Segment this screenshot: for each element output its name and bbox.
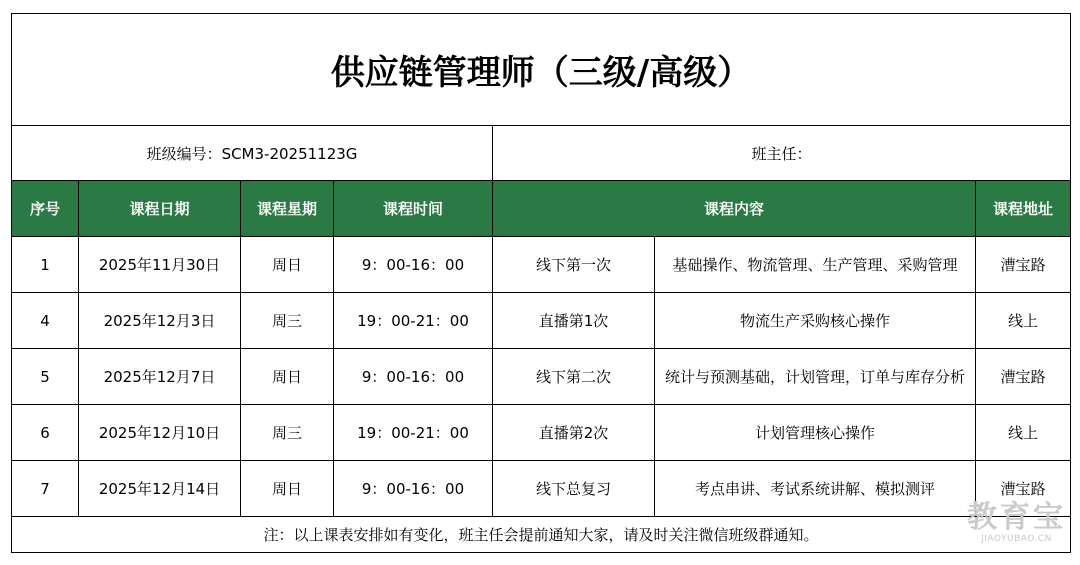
cell-time: 9：00-16：00 bbox=[334, 461, 493, 517]
header-weekday: 课程星期 bbox=[241, 181, 334, 237]
cell-topic: 统计与预测基础，计划管理，订单与库存分析 bbox=[655, 349, 976, 405]
cell-topic: 考点串讲、考试系统讲解、模拟测评 bbox=[655, 461, 976, 517]
cell-weekday: 周日 bbox=[241, 237, 334, 293]
cell-weekday: 周日 bbox=[241, 349, 334, 405]
cell-session: 线下第一次 bbox=[493, 237, 655, 293]
cell-date: 2025年11月30日 bbox=[79, 237, 241, 293]
header-date: 课程日期 bbox=[79, 181, 241, 237]
cell-time: 19：00-21：00 bbox=[334, 293, 493, 349]
cell-time: 9：00-16：00 bbox=[334, 237, 493, 293]
cell-index: 5 bbox=[12, 349, 79, 405]
cell-date: 2025年12月10日 bbox=[79, 405, 241, 461]
cell-session: 线下第二次 bbox=[493, 349, 655, 405]
table-row bbox=[12, 237, 1071, 293]
table-row bbox=[12, 349, 1071, 405]
cell-session: 直播第2次 bbox=[493, 405, 655, 461]
page-title: 供应链管理师（三级/高级） bbox=[12, 14, 1071, 126]
table-row bbox=[12, 405, 1071, 461]
cell-weekday: 周三 bbox=[241, 405, 334, 461]
cell-location: 漕宝路 bbox=[976, 349, 1071, 405]
cell-location: 线上 bbox=[976, 405, 1071, 461]
cell-location: 线上 bbox=[976, 293, 1071, 349]
cell-index: 6 bbox=[12, 405, 79, 461]
cell-weekday: 周日 bbox=[241, 461, 334, 517]
schedule-table bbox=[11, 13, 1071, 553]
table-row bbox=[12, 461, 1071, 517]
table-row bbox=[12, 293, 1071, 349]
cell-topic: 基础操作、物流管理、生产管理、采购管理 bbox=[655, 237, 976, 293]
cell-weekday: 周三 bbox=[241, 293, 334, 349]
cell-date: 2025年12月3日 bbox=[79, 293, 241, 349]
header-location: 课程地址 bbox=[976, 181, 1071, 237]
cell-date: 2025年12月7日 bbox=[79, 349, 241, 405]
cell-session: 直播第1次 bbox=[493, 293, 655, 349]
cell-session: 线下总复习 bbox=[493, 461, 655, 517]
cell-location: 漕宝路 bbox=[976, 461, 1071, 517]
cell-time: 19：00-21：00 bbox=[334, 405, 493, 461]
header-index: 序号 bbox=[12, 181, 79, 237]
table-header-row bbox=[12, 181, 1071, 237]
footnote: 注：以上课表安排如有变化，班主任会提前通知大家，请及时关注微信班级群通知。 bbox=[12, 517, 1071, 553]
watermark-main: 教育宝 bbox=[967, 500, 1066, 535]
head-teacher: 班主任： bbox=[493, 126, 1071, 181]
cell-index: 7 bbox=[12, 461, 79, 517]
cell-topic: 计划管理核心操作 bbox=[655, 405, 976, 461]
cell-index: 4 bbox=[12, 293, 79, 349]
cell-location: 漕宝路 bbox=[976, 237, 1071, 293]
cell-date: 2025年12月14日 bbox=[79, 461, 241, 517]
cell-topic: 物流生产采购核心操作 bbox=[655, 293, 976, 349]
header-time: 课程时间 bbox=[334, 181, 493, 237]
header-content: 课程内容 bbox=[493, 181, 976, 237]
class-code: 班级编号：SCM3-20251123G bbox=[12, 126, 493, 181]
cell-time: 9：00-16：00 bbox=[334, 349, 493, 405]
watermark-sub: JIAOYUBAO.CN bbox=[981, 534, 1052, 544]
cell-index: 1 bbox=[12, 237, 79, 293]
